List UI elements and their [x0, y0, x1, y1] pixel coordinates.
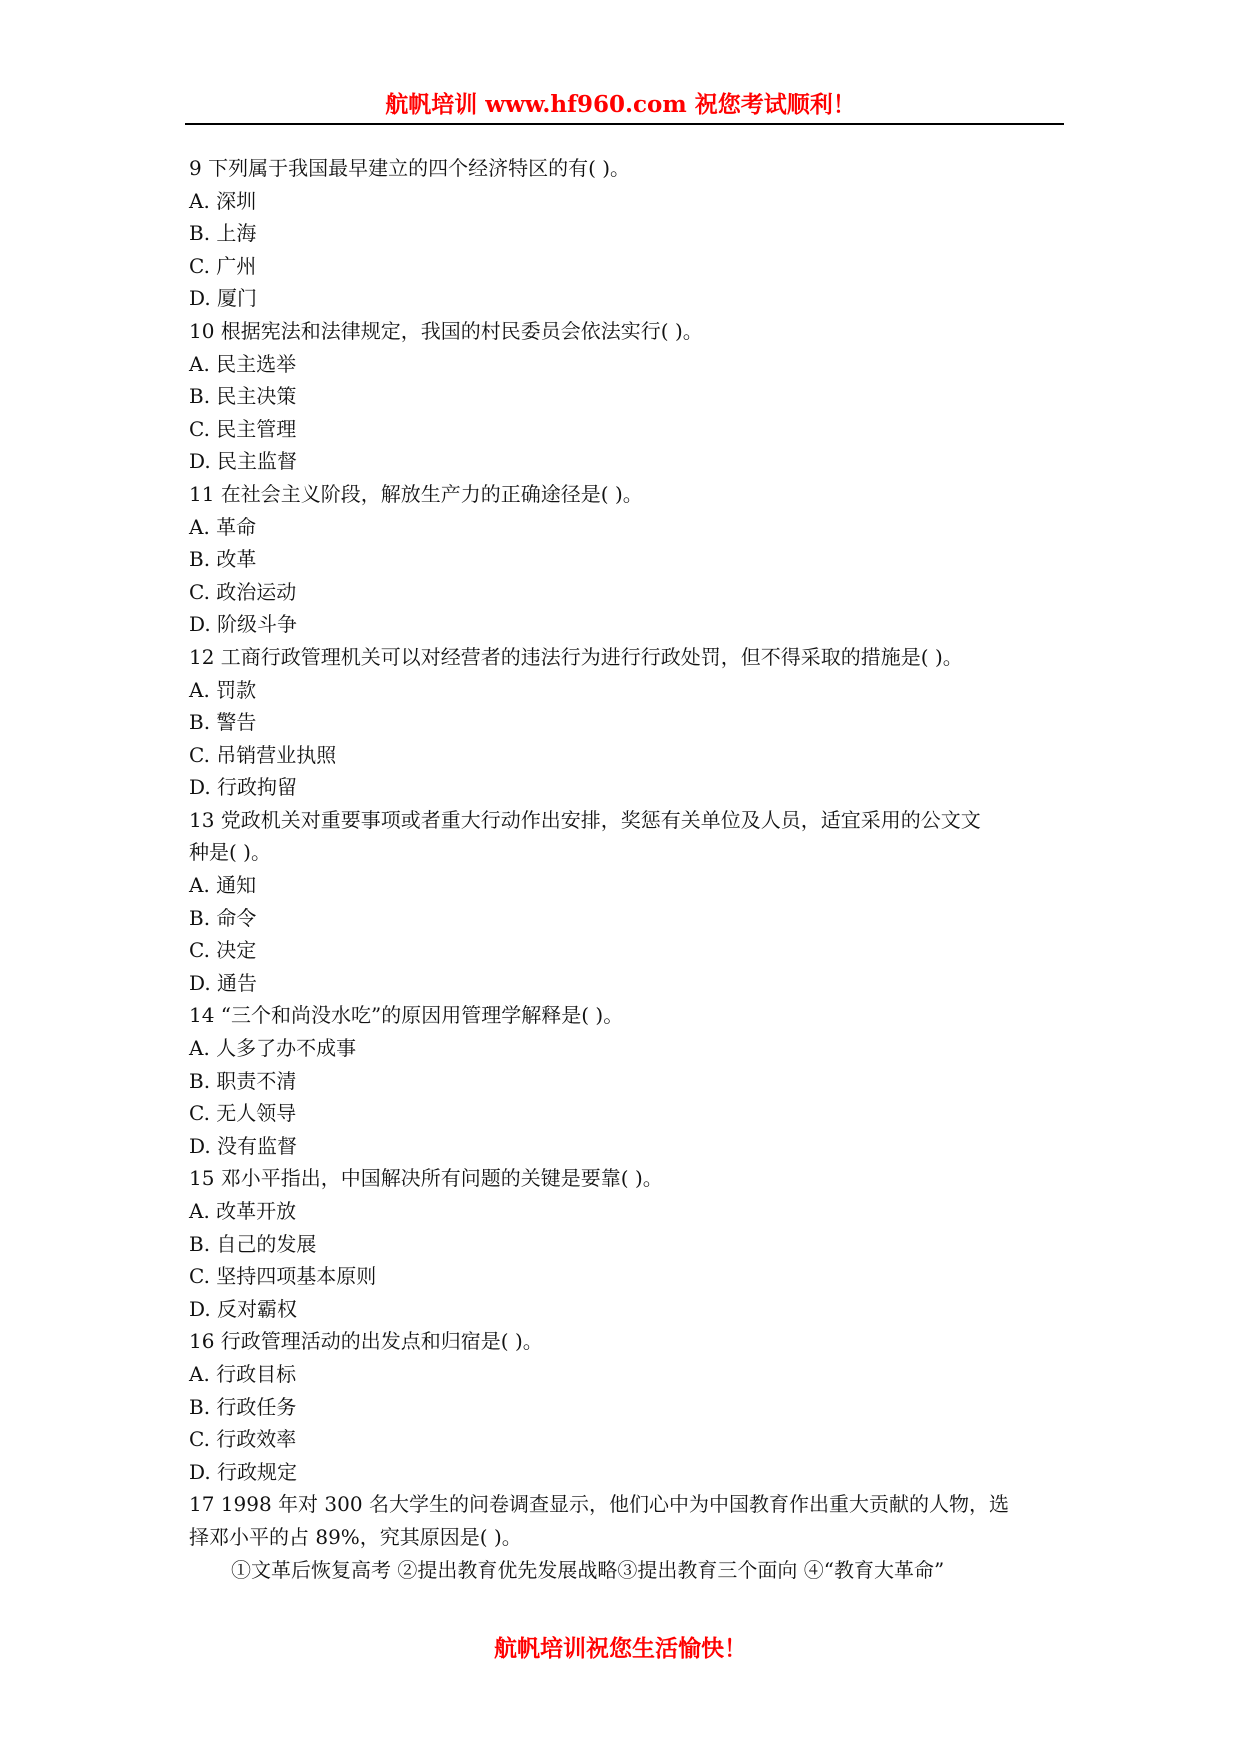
option-c: C. 决定	[189, 938, 257, 963]
option-c: C. 坚持四项基本原则	[189, 1264, 377, 1289]
option-a: A. 罚款	[189, 677, 257, 702]
option-d: D. 行政规定	[189, 1459, 298, 1484]
option-a: A. 民主选举	[189, 351, 297, 376]
question-stem-line-1: 13 党政机关对重要事项或者重大行动作出安排，奖惩有关单位及人员，适宜采用的公文文	[189, 807, 981, 832]
question-stem-line-2: 种是( )。	[189, 840, 271, 865]
option-a: A. 行政目标	[189, 1361, 297, 1386]
question-stem-line-2: 择邓小平的占 89%，究其原因是( )。	[189, 1524, 522, 1549]
option-a: A. 通知	[189, 873, 257, 898]
question-stem: 15 邓小平指出，中国解决所有问题的关键是要靠( )。	[189, 1166, 663, 1191]
header-divider	[185, 123, 1064, 125]
option-a: A. 革命	[189, 514, 257, 539]
page-header: 航帆培训 www.hf960.com 祝您考试顺利！	[385, 91, 856, 118]
option-d: D. 没有监督	[189, 1133, 298, 1158]
option-d: D. 行政拘留	[189, 775, 298, 800]
question-stem: 11 在社会主义阶段，解放生产力的正确途径是( )。	[189, 481, 643, 506]
option-b: B. 职责不清	[189, 1068, 297, 1093]
option-b: B. 上海	[189, 221, 257, 246]
option-c: C. 吊销营业执照	[189, 742, 337, 767]
option-c: C. 广州	[189, 253, 257, 278]
option-a: A. 人多了办不成事	[189, 1036, 357, 1061]
option-c: C. 民主管理	[189, 416, 297, 441]
option-d: D. 阶级斗争	[189, 612, 298, 637]
option-a: A. 深圳	[189, 188, 257, 213]
question-stem: 14 “三个和尚没水吃”的原因用管理学解释是( )。	[189, 1003, 624, 1028]
question-stem: 9 下列属于我国最早建立的四个经济特区的有( )。	[189, 156, 631, 180]
option-b: B. 命令	[189, 905, 257, 930]
option-b: B. 民主决策	[189, 384, 297, 409]
question-list	[189, 152, 1065, 1586]
option-c: C. 行政效率	[189, 1427, 297, 1452]
option-b: B. 改革	[189, 547, 257, 572]
option-a: A. 改革开放	[189, 1199, 297, 1223]
option-c: C. 无人领导	[189, 1101, 297, 1126]
question-stem: 16 行政管理活动的出发点和归宿是( )。	[189, 1329, 543, 1354]
question-sub-items: ①文革后恢复高考 ②提出教育优先发展战略③提出教育三个面向 ④“教育大革命”	[231, 1557, 945, 1582]
page-footer: 航帆培训祝您生活愉快！	[494, 1635, 747, 1662]
option-d: D. 反对霸权	[189, 1296, 298, 1321]
option-b: B. 自己的发展	[189, 1231, 317, 1256]
option-c: C. 政治运动	[189, 579, 297, 604]
question-stem: 10 根据宪法和法律规定，我国的村民委员会依法实行( )。	[189, 318, 703, 343]
option-b: B. 行政任务	[189, 1394, 297, 1419]
option-d: D. 通告	[189, 970, 258, 995]
question-stem-line-1: 17 1998 年对 300 名大学生的问卷调查显示，他们心中为中国教育作出重大贡献的人物，选	[189, 1492, 1009, 1517]
option-d: D. 厦门	[189, 286, 258, 311]
option-d: D. 民主监督	[189, 449, 298, 474]
option-b: B. 警告	[189, 710, 257, 735]
question-stem: 12 工商行政管理机关可以对经营者的违法行为进行行政处罚，但不得采取的措施是( )。	[189, 644, 963, 669]
